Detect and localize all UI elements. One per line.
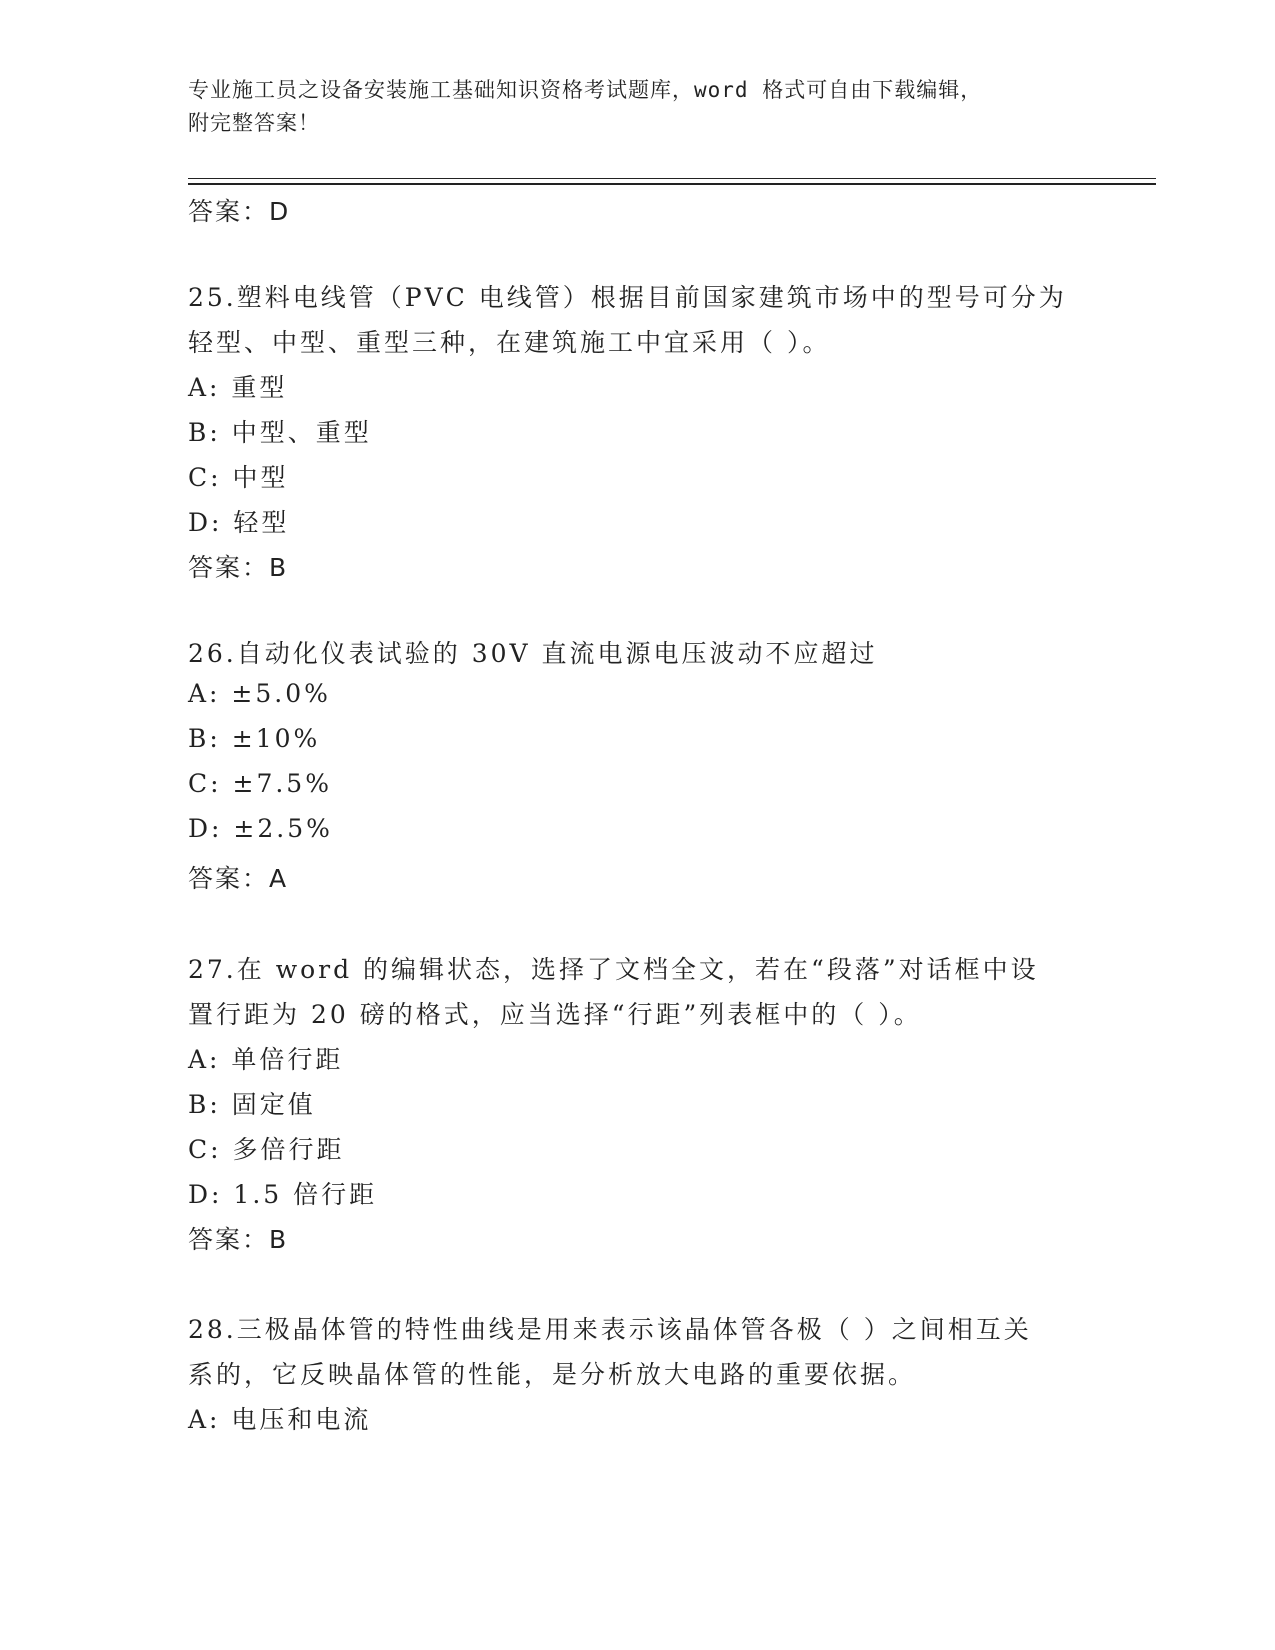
prev-question-answer: 答案：D xyxy=(188,197,291,226)
q25-stem-line-1: 25.塑料电线管（PVC 电线管）根据目前国家建筑市场中的型号可分为 xyxy=(188,283,1067,312)
q28-stem-line-2: 系的，它反映晶体管的性能，是分析放大电路的重要依据。 xyxy=(188,1360,917,1389)
header-line-2: 附完整答案！ xyxy=(188,111,320,135)
document-header xyxy=(188,74,1088,140)
q27-option-a: A: 单倍行距 xyxy=(188,1045,344,1074)
q25-option-b: B: 中型、重型 xyxy=(188,418,372,447)
q26-option-c: C: ±7.5% xyxy=(188,769,332,798)
q26-answer: 答案：A xyxy=(188,864,289,893)
header-divider-thin xyxy=(188,178,1156,179)
q27-option-c: C: 多倍行距 xyxy=(188,1135,345,1164)
q25-option-a: A: 重型 xyxy=(188,373,288,402)
header-divider-thick xyxy=(188,183,1156,185)
q26-option-d: D: ±2.5% xyxy=(188,814,333,843)
q28-option-a: A: 电压和电流 xyxy=(188,1405,372,1434)
q27-option-d: D: 1.5 倍行距 xyxy=(188,1180,378,1209)
q25-option-d: D: 轻型 xyxy=(188,508,290,537)
q27-option-b: B: 固定值 xyxy=(188,1090,316,1119)
q26-stem-line-1: 26.自动化仪表试验的 30V 直流电源电压波动不应超过 xyxy=(188,639,878,668)
q26-option-a: A: ±5.0% xyxy=(188,679,331,708)
q25-answer: 答案：B xyxy=(188,553,289,582)
q27-stem-line-1: 27.在 word 的编辑状态，选择了文档全文，若在“段落”对话框中设 xyxy=(188,955,1039,984)
q27-stem-line-2: 置行距为 20 磅的格式，应当选择“行距”列表框中的（ ）。 xyxy=(188,1000,922,1029)
q25-option-c: C: 中型 xyxy=(188,463,289,492)
q27-answer: 答案：B xyxy=(188,1225,289,1254)
q25-stem-line-2: 轻型、中型、重型三种，在建筑施工中宜采用（ ）。 xyxy=(188,328,831,357)
q26-option-b: B: ±10% xyxy=(188,724,321,753)
header-line-1: 专业施工员之设备安装施工基础知识资格考试题库，word 格式可自由下载编辑， xyxy=(188,78,983,102)
q28-stem-line-1: 28.三极晶体管的特性曲线是用来表示该晶体管各极（ ）之间相互关 xyxy=(188,1315,1032,1344)
